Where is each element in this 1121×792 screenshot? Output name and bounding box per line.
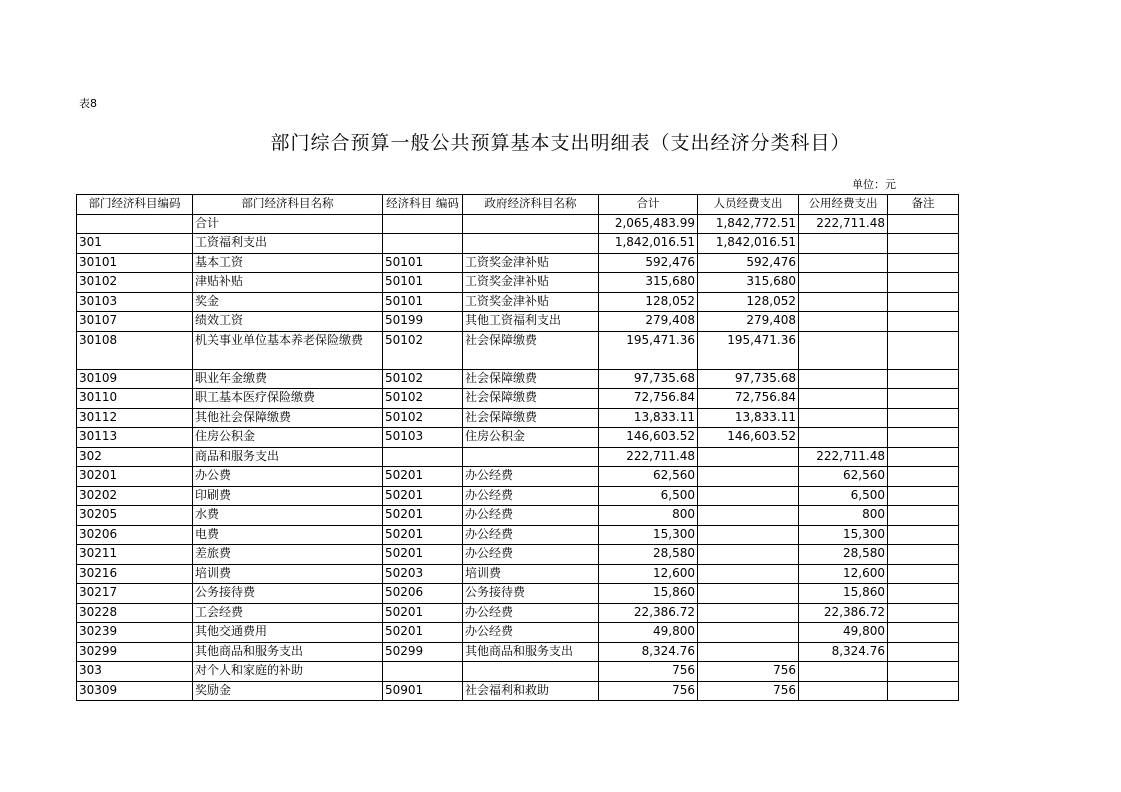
cell-total: 315,680	[599, 273, 698, 293]
cell-note	[888, 642, 959, 662]
cell-gov-name: 其他工资福利支出	[463, 312, 599, 332]
cell-public: 800	[799, 506, 888, 526]
cell-personnel	[698, 545, 799, 565]
cell-personnel	[698, 447, 799, 467]
cell-note	[888, 603, 959, 623]
cell-gov-name: 办公经费	[463, 623, 599, 643]
cell-total: 22,386.72	[599, 603, 698, 623]
cell-dept-code: 30299	[77, 642, 193, 662]
cell-total: 15,860	[599, 584, 698, 604]
table-row	[77, 525, 959, 545]
table-row	[77, 389, 959, 409]
cell-note	[888, 428, 959, 448]
cell-dept-name: 合计	[193, 214, 383, 234]
cell-gov-name: 其他商品和服务支出	[463, 642, 599, 662]
cell-dept-name: 职业年金缴费	[193, 369, 383, 389]
cell-dept-name: 办公费	[193, 467, 383, 487]
cell-public	[799, 369, 888, 389]
cell-total: 222,711.48	[599, 447, 698, 467]
cell-gov-name: 社会保障缴费	[463, 408, 599, 428]
table-row	[77, 642, 959, 662]
cell-dept-name: 奖金	[193, 292, 383, 312]
table-row	[77, 486, 959, 506]
cell-dept-name: 基本工资	[193, 253, 383, 273]
cell-econ-code: 50203	[383, 564, 463, 584]
cell-gov-name	[463, 214, 599, 234]
cell-note	[888, 408, 959, 428]
cell-note	[888, 331, 959, 369]
cell-dept-name: 对个人和家庭的补助	[193, 662, 383, 682]
cell-public	[799, 408, 888, 428]
cell-econ-code: 50201	[383, 506, 463, 526]
cell-public: 15,300	[799, 525, 888, 545]
header-econ-code: 经济科目 编码	[383, 195, 463, 215]
cell-total: 279,408	[599, 312, 698, 332]
cell-dept-name: 机关事业单位基本养老保险缴费	[193, 331, 383, 369]
cell-dept-name: 水费	[193, 506, 383, 526]
cell-gov-name: 工资奖金津补贴	[463, 292, 599, 312]
cell-gov-name: 社会保障缴费	[463, 369, 599, 389]
table-row	[77, 273, 959, 293]
cell-dept-code: 30239	[77, 623, 193, 643]
cell-personnel	[698, 467, 799, 487]
cell-econ-code	[383, 214, 463, 234]
cell-personnel: 195,471.36	[698, 331, 799, 369]
header-note: 备注	[888, 195, 959, 215]
cell-public	[799, 389, 888, 409]
table-row	[77, 253, 959, 273]
cell-dept-name: 其他商品和服务支出	[193, 642, 383, 662]
cell-econ-code: 50201	[383, 525, 463, 545]
cell-gov-name: 办公经费	[463, 467, 599, 487]
cell-public: 6,500	[799, 486, 888, 506]
cell-personnel: 72,756.84	[698, 389, 799, 409]
cell-gov-name: 社会保障缴费	[463, 331, 599, 369]
cell-public: 49,800	[799, 623, 888, 643]
cell-note	[888, 525, 959, 545]
cell-dept-code: 30112	[77, 408, 193, 428]
cell-public	[799, 234, 888, 254]
cell-total: 49,800	[599, 623, 698, 643]
header-personnel: 人员经费支出	[698, 195, 799, 215]
cell-dept-name: 电费	[193, 525, 383, 545]
cell-personnel	[698, 584, 799, 604]
cell-econ-code: 50102	[383, 389, 463, 409]
cell-dept-code: 30107	[77, 312, 193, 332]
cell-gov-name: 社会保障缴费	[463, 389, 599, 409]
cell-gov-name: 培训费	[463, 564, 599, 584]
cell-econ-code	[383, 234, 463, 254]
cell-econ-code: 50201	[383, 545, 463, 565]
table-row	[77, 369, 959, 389]
cell-dept-code: 301	[77, 234, 193, 254]
cell-personnel: 315,680	[698, 273, 799, 293]
cell-total: 756	[599, 681, 698, 701]
cell-personnel	[698, 506, 799, 526]
cell-personnel: 13,833.11	[698, 408, 799, 428]
cell-dept-name: 工资福利支出	[193, 234, 383, 254]
cell-dept-code: 30108	[77, 331, 193, 369]
cell-total: 1,842,016.51	[599, 234, 698, 254]
cell-note	[888, 253, 959, 273]
table-row	[77, 447, 959, 467]
cell-personnel: 97,735.68	[698, 369, 799, 389]
cell-dept-code: 30206	[77, 525, 193, 545]
cell-dept-code: 30201	[77, 467, 193, 487]
cell-public	[799, 681, 888, 701]
table-row	[77, 292, 959, 312]
cell-gov-name: 办公经费	[463, 603, 599, 623]
cell-gov-name	[463, 234, 599, 254]
cell-note	[888, 506, 959, 526]
cell-personnel: 128,052	[698, 292, 799, 312]
table-row	[77, 234, 959, 254]
cell-personnel: 756	[698, 662, 799, 682]
cell-note	[888, 564, 959, 584]
cell-gov-name: 社会福利和救助	[463, 681, 599, 701]
cell-total: 2,065,483.99	[599, 214, 698, 234]
cell-dept-name: 印刷费	[193, 486, 383, 506]
cell-note	[888, 273, 959, 293]
cell-note	[888, 467, 959, 487]
cell-note	[888, 447, 959, 467]
cell-public: 15,860	[799, 584, 888, 604]
cell-total: 15,300	[599, 525, 698, 545]
table-row	[77, 312, 959, 332]
cell-dept-code	[77, 214, 193, 234]
cell-gov-name: 住房公积金	[463, 428, 599, 448]
cell-gov-name: 办公经费	[463, 545, 599, 565]
cell-note	[888, 369, 959, 389]
cell-econ-code: 50102	[383, 331, 463, 369]
cell-dept-code: 30102	[77, 273, 193, 293]
cell-dept-code: 30101	[77, 253, 193, 273]
table-row	[77, 428, 959, 448]
cell-dept-name: 公务接待费	[193, 584, 383, 604]
cell-gov-name: 工资奖金津补贴	[463, 273, 599, 293]
cell-total: 12,600	[599, 564, 698, 584]
cell-personnel	[698, 486, 799, 506]
table-row	[77, 662, 959, 682]
cell-note	[888, 214, 959, 234]
cell-personnel	[698, 525, 799, 545]
cell-personnel: 279,408	[698, 312, 799, 332]
cell-econ-code	[383, 447, 463, 467]
cell-dept-code: 30211	[77, 545, 193, 565]
table-row	[77, 214, 959, 234]
cell-econ-code: 50206	[383, 584, 463, 604]
cell-dept-name: 住房公积金	[193, 428, 383, 448]
header-public: 公用经费支出	[799, 195, 888, 215]
cell-econ-code: 50102	[383, 369, 463, 389]
cell-econ-code: 50901	[383, 681, 463, 701]
unit-label: 单位：元	[852, 178, 896, 191]
cell-dept-code: 30228	[77, 603, 193, 623]
cell-personnel	[698, 623, 799, 643]
cell-gov-name	[463, 447, 599, 467]
cell-total: 592,476	[599, 253, 698, 273]
cell-gov-name: 办公经费	[463, 486, 599, 506]
cell-note	[888, 545, 959, 565]
cell-dept-code: 30205	[77, 506, 193, 526]
header-row	[77, 195, 959, 215]
cell-public	[799, 292, 888, 312]
cell-total: 8,324.76	[599, 642, 698, 662]
table-number: 表8	[79, 97, 97, 110]
cell-gov-name: 工资奖金津补贴	[463, 253, 599, 273]
table-row	[77, 623, 959, 643]
cell-dept-code: 30109	[77, 369, 193, 389]
cell-total: 195,471.36	[599, 331, 698, 369]
cell-total: 756	[599, 662, 698, 682]
cell-dept-name: 差旅费	[193, 545, 383, 565]
table-row	[77, 564, 959, 584]
header-gov-name: 政府经济科目名称	[463, 195, 599, 215]
cell-note	[888, 623, 959, 643]
cell-public	[799, 428, 888, 448]
cell-dept-code: 303	[77, 662, 193, 682]
cell-note	[888, 486, 959, 506]
cell-public	[799, 273, 888, 293]
cell-econ-code: 50103	[383, 428, 463, 448]
header-total: 合计	[599, 195, 698, 215]
cell-public	[799, 312, 888, 332]
cell-dept-name: 其他社会保障缴费	[193, 408, 383, 428]
cell-econ-code: 50199	[383, 312, 463, 332]
cell-personnel	[698, 603, 799, 623]
cell-econ-code: 50102	[383, 408, 463, 428]
cell-gov-name: 公务接待费	[463, 584, 599, 604]
cell-dept-name: 工会经费	[193, 603, 383, 623]
cell-public: 22,386.72	[799, 603, 888, 623]
cell-dept-code: 30202	[77, 486, 193, 506]
cell-public: 12,600	[799, 564, 888, 584]
cell-dept-code: 30110	[77, 389, 193, 409]
cell-personnel	[698, 642, 799, 662]
table-row	[77, 681, 959, 701]
cell-personnel: 146,603.52	[698, 428, 799, 448]
cell-note	[888, 312, 959, 332]
table-row	[77, 467, 959, 487]
cell-econ-code: 50201	[383, 603, 463, 623]
cell-dept-code: 302	[77, 447, 193, 467]
table-row	[77, 603, 959, 623]
table-row	[77, 408, 959, 428]
cell-personnel: 756	[698, 681, 799, 701]
cell-total: 146,603.52	[599, 428, 698, 448]
cell-dept-code: 30103	[77, 292, 193, 312]
cell-personnel	[698, 564, 799, 584]
table-row	[77, 331, 959, 369]
cell-note	[888, 584, 959, 604]
cell-note	[888, 292, 959, 312]
cell-public: 8,324.76	[799, 642, 888, 662]
cell-dept-name: 职工基本医疗保险缴费	[193, 389, 383, 409]
cell-dept-code: 30309	[77, 681, 193, 701]
table-row	[77, 506, 959, 526]
cell-public: 62,560	[799, 467, 888, 487]
cell-public	[799, 331, 888, 369]
cell-total: 28,580	[599, 545, 698, 565]
cell-personnel: 1,842,016.51	[698, 234, 799, 254]
cell-econ-code: 50101	[383, 273, 463, 293]
cell-dept-name: 培训费	[193, 564, 383, 584]
cell-personnel: 1,842,772.51	[698, 214, 799, 234]
cell-dept-name: 奖励金	[193, 681, 383, 701]
cell-total: 97,735.68	[599, 369, 698, 389]
page-title: 部门综合预算一般公共预算基本支出明细表（支出经济分类科目）	[270, 132, 851, 154]
header-dept-code: 部门经济科目编码	[77, 195, 193, 215]
cell-econ-code	[383, 662, 463, 682]
cell-econ-code: 50201	[383, 623, 463, 643]
cell-dept-code: 30216	[77, 564, 193, 584]
cell-dept-name: 津贴补贴	[193, 273, 383, 293]
cell-econ-code: 50101	[383, 292, 463, 312]
cell-note	[888, 389, 959, 409]
header-dept-name: 部门经济科目名称	[193, 195, 383, 215]
cell-gov-name: 办公经费	[463, 506, 599, 526]
cell-econ-code: 50201	[383, 486, 463, 506]
cell-note	[888, 234, 959, 254]
cell-note	[888, 662, 959, 682]
cell-gov-name	[463, 662, 599, 682]
table-row	[77, 545, 959, 565]
cell-public	[799, 253, 888, 273]
cell-public: 222,711.48	[799, 214, 888, 234]
cell-total: 128,052	[599, 292, 698, 312]
cell-public	[799, 662, 888, 682]
cell-total: 6,500	[599, 486, 698, 506]
cell-dept-name: 其他交通费用	[193, 623, 383, 643]
cell-gov-name: 办公经费	[463, 525, 599, 545]
cell-total: 72,756.84	[599, 389, 698, 409]
cell-total: 13,833.11	[599, 408, 698, 428]
cell-public: 222,711.48	[799, 447, 888, 467]
budget-table	[76, 194, 959, 701]
cell-econ-code: 50201	[383, 467, 463, 487]
cell-dept-code: 30113	[77, 428, 193, 448]
cell-public: 28,580	[799, 545, 888, 565]
cell-total: 62,560	[599, 467, 698, 487]
cell-dept-code: 30217	[77, 584, 193, 604]
cell-dept-name: 绩效工资	[193, 312, 383, 332]
cell-econ-code: 50299	[383, 642, 463, 662]
cell-total: 800	[599, 506, 698, 526]
cell-note	[888, 681, 959, 701]
cell-personnel: 592,476	[698, 253, 799, 273]
table-row	[77, 584, 959, 604]
cell-econ-code: 50101	[383, 253, 463, 273]
cell-dept-name: 商品和服务支出	[193, 447, 383, 467]
